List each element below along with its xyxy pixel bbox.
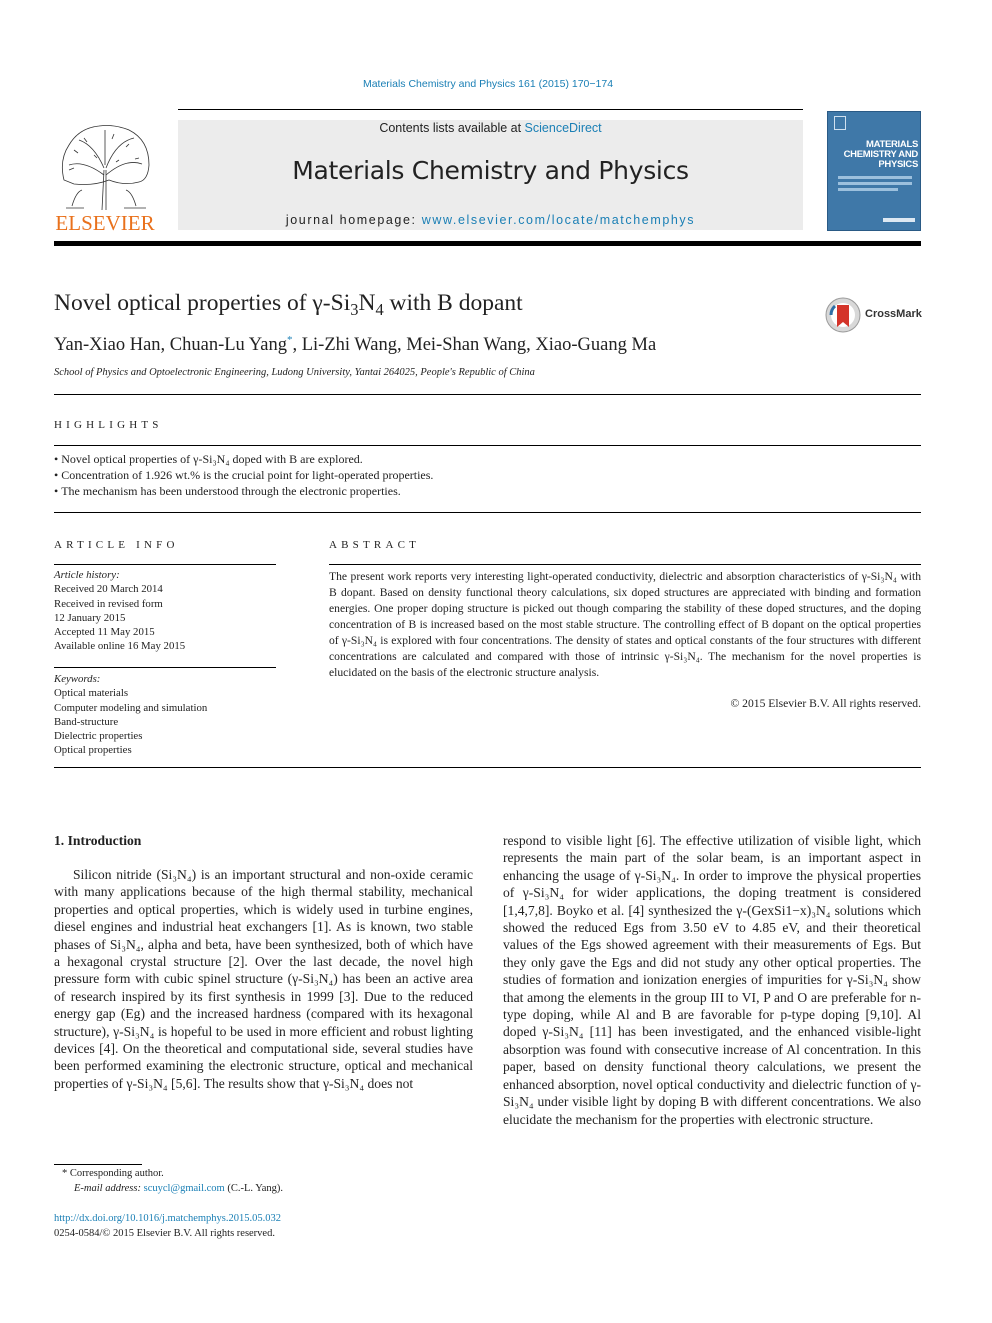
introduction-heading: 1. Introduction (54, 833, 142, 848)
article-info-divider (54, 564, 276, 565)
article-title (54, 290, 523, 317)
cover-title-line: MATERIALS (865, 139, 918, 150)
highlights-divider (54, 445, 921, 446)
abstract-heading: ABSTRACT (329, 539, 421, 551)
history-label: Article history: (54, 569, 120, 581)
highlight-text: The mechanism has been understood through the electronic properties. (61, 484, 401, 498)
intro-paragraph: Silicon nitride (Si₃N₄) is an important structural and non-oxide ceramic with many applications because of the high thermal stability, mechanical properties and optical properties, which is widely used in turbine engines, diesel engines and industrial heat exchangers [1]. As is known, two stable phases of Si₃N₄, alpha and beta, have been synthesized, both of which have a hexagonal crystal structure [2]. Over the last decade, the novel high pressure form with cubic spinel structure (γ-Si₃N₄) has been an active area of research inspired by its first synthesis in 1999 [3]. Due to the reduced energy gap (Eg) and the increased hardness (compared with its hexagonal structure), γ-Si₃N₄ is hopeful to be used in more efficient and robust lighting devices [4]. On the theoretical and computational side, several studies have been performed examining the electronic structure, optical and mechanical properties of γ-Si₃N₄ [5,6]. The results show that γ-Si₃N₄ does not (54, 867, 473, 1091)
keyword-item: Band-structure (54, 715, 119, 728)
journal-homepage-line (178, 213, 803, 227)
highlight-item: • Concentration of 1.926 wt.% is the crucial point for light-operated properties. (54, 468, 434, 482)
cover-emblem (834, 116, 846, 130)
email-suffix: (C.-L. Yang). (224, 1183, 284, 1194)
homepage-link[interactable]: www.elsevier.com/locate/matchemphys (421, 213, 696, 227)
issn-copyright: 0254-0584/© 2015 Elsevier B.V. All rights reserved. (54, 1228, 275, 1239)
sciencedirect-link[interactable]: ScienceDirect (524, 121, 602, 135)
journal-citation-link[interactable]: Materials Chemistry and Physics 161 (2015) 170−174 (362, 78, 614, 90)
keyword-item: Computer modeling and simulation (54, 701, 208, 714)
author-list (54, 334, 656, 356)
cover-stripe (838, 176, 912, 179)
title-part: with B dopant (383, 290, 523, 316)
section-divider (54, 512, 921, 513)
title-part: N (358, 290, 376, 316)
history-item: Received in revised form (54, 597, 163, 610)
authors-part: Yan-Xiao Han, Chuan-Lu Yang (54, 335, 287, 356)
title-part: Novel optical properties of γ-Si (54, 290, 351, 316)
highlight-item: • Novel optical properties of γ-Si₃N₄ doped with B are explored. (54, 452, 363, 466)
section-divider (54, 767, 921, 768)
corresponding-author-note: * Corresponding author. (62, 1168, 164, 1179)
corresponding-author-marker[interactable]: * (286, 334, 293, 346)
doi-link[interactable]: http://dx.doi.org/10.1016/j.matchemphys.2015.05.032 (54, 1213, 282, 1224)
contents-available-line (178, 121, 803, 135)
keyword-item: Dielectric properties (54, 730, 143, 743)
header-top-divider (178, 109, 803, 110)
keywords-list (54, 672, 276, 758)
keywords-label: Keywords: (54, 673, 101, 685)
homepage-prefix: journal homepage: (285, 213, 422, 227)
footnote-divider (54, 1164, 142, 1165)
title-subscript: 4 (375, 299, 384, 319)
title-subscript: 3 (350, 299, 359, 319)
keyword-item: Optical materials (54, 687, 129, 700)
highlight-text: Novel optical properties of γ-Si₃N₄ doped with B are explored. (61, 452, 363, 466)
cover-title-line: CHEMISTRY AND (843, 149, 918, 160)
highlights-heading: HIGHLIGHTS (54, 419, 163, 431)
email-label: E-mail address: (74, 1183, 144, 1194)
author-affiliation: School of Physics and Optoelectronic Engineering, Ludong University, Yantai 264025, People's Republic of China (54, 367, 535, 378)
cover-stripe (838, 188, 898, 191)
journal-cover-thumbnail[interactable] (827, 111, 921, 231)
keyword-item: Optical properties (54, 744, 132, 757)
email-note (74, 1181, 283, 1196)
crossmark-label: CrossMark (865, 308, 922, 320)
elsevier-wordmark: ELSEVIER (55, 211, 155, 235)
cover-stripe (838, 182, 912, 185)
history-item: Accepted 11 May 2015 (54, 626, 155, 639)
intro-left-column (54, 866, 473, 1092)
intro-paragraph-continued: respond to visible light [6]. The effective utilization of visible light, which represents the main part of the solar beam, is an important aspect in enhancing the usage of γ-Si₃N₄. In order to improve the physical properties of γ-Si₃N₄ for wider applications, the doping treatment is considered [1,4,7,8]. Boyko et al. [4] synthesized the γ-(GexSi1−x)₃N₄ solutions which showed the reduced Egs from 3.50 eV to 4.85 eV, and their theoretical values of the Egs showed agreement with their measurements of Egs. But they only gave the Egs and did not study any other optical properties. The studies of formation and ionization energies of impurities for γ-Si₃N₄ show that among the elements in the group III to VI, P and O are preferable for n-type doping, while Al and B are favorable for p-type doping [9,10]. Al doped γ-Si₃N₄ [11] has been investigated, and the enhanced visible-light absorption was found with consecutive increase of Al concentration. In this paper, based on density functional theory calculations, we present the enhanced absorption, novel optical conductivity and dielectric function of γ-Si₃N₄ under visible light by doping B with different concentrations. We also elucidate the mechanism for the properties with electronic structure. (503, 833, 921, 1127)
email-link[interactable]: scuycl@gmail.com (143, 1183, 225, 1194)
article-info-heading: ARTICLE INFO (54, 539, 179, 551)
journal-name: Materials Chemistry and Physics (292, 156, 689, 185)
crossmark-badge[interactable] (825, 296, 925, 336)
abstract-divider (329, 564, 921, 565)
crossmark-icon (825, 296, 865, 336)
keywords-divider (54, 667, 276, 668)
abstract-copyright: © 2015 Elsevier B.V. All rights reserved. (730, 697, 921, 710)
history-item: Received 20 March 2014 (54, 583, 163, 596)
highlight-text: Concentration of 1.926 wt.% is the crucial point for light-operated properties. (61, 468, 434, 482)
abstract-body: The present work reports very interesting light-operated conductivity, dielectric and absorption characteristics of γ-Si₃N₄ with B dopant. Based on density functional theory calculations, six doped structures are appreciated with binding and formation energies. One proper doping structure is picked out though comparing the stability of these doped structures, and the doping concentration of B is increased based on the most stable structure. The controlling effect of B dopant on the optical properties of γ-Si₃N₄ is explored with four concentrations. The density of states and optical constants of the four structures with different concentrations are calculated and compared with those of intrinsic γ-Si₃N₄. The mechanism for the novel properties is elucidated on the basis of the electronic structure analysis. (329, 570, 921, 679)
history-item: Available online 16 May 2015 (54, 640, 186, 653)
contents-prefix: Contents lists available at (379, 121, 525, 135)
section-divider (54, 394, 921, 395)
cover-title-line: PHYSICS (878, 159, 918, 170)
header-thick-divider (54, 241, 921, 246)
authors-part: , Li-Zhi Wang, Mei-Shan Wang, Xiao-Guang Ma (292, 335, 657, 356)
intro-right-column (503, 832, 921, 1128)
cover-title (836, 140, 918, 170)
highlight-item: • The mechanism has been understood through the electronic properties. (54, 484, 401, 498)
cover-footer-mark (883, 218, 915, 222)
highlights-list (54, 451, 921, 499)
article-history (54, 568, 276, 654)
history-item: 12 January 2015 (54, 611, 126, 624)
